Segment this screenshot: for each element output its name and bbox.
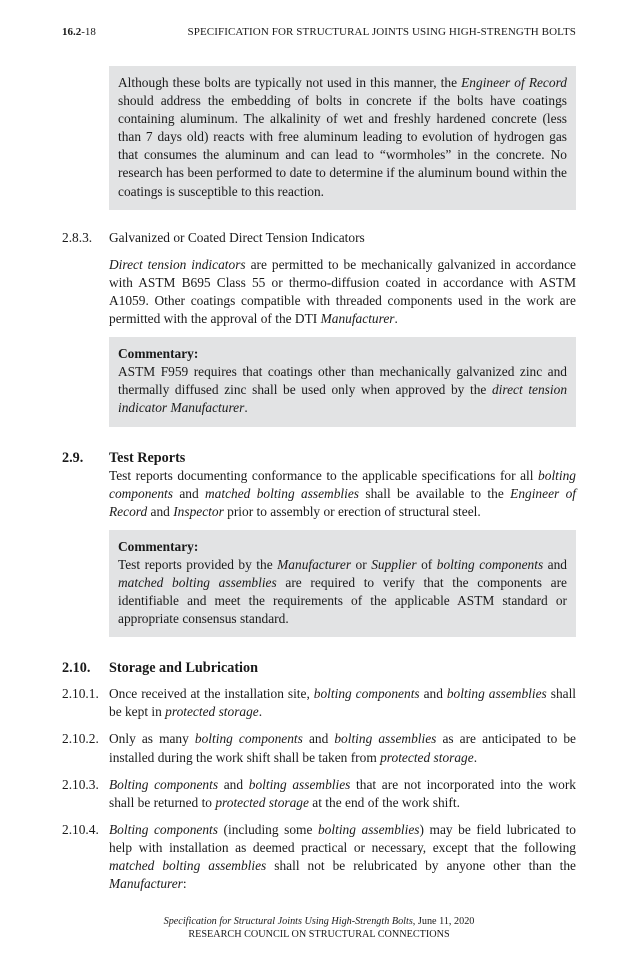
item-number: 2.10.4.	[62, 821, 99, 837]
section-2-10-heading	[62, 659, 576, 677]
running-title: SPECIFICATION FOR STRUCTURAL JOINTS USING HIGH-STRENGTH BOLTS	[187, 26, 576, 38]
item-text: Once received at the installation site, bolting components and bolting assemblies shall be kept in protected storage.	[109, 686, 577, 720]
page-number: 16.2-18	[62, 26, 96, 38]
item-number: 2.10.3.	[62, 776, 99, 792]
page-body	[62, 66, 576, 893]
item-number: 2.10.2.	[62, 731, 99, 747]
list-item	[62, 821, 576, 893]
item-text: Only as many bolting components and bolting assemblies as are anticipated to be installed during the work shift shall be taken from protected storage.	[109, 731, 576, 765]
footer-citation: Specification for Structural Joints Using High-Strength Bolts, June 11, 2020	[163, 916, 475, 927]
section-2-9-heading	[62, 449, 576, 467]
commentary-box-2-8-3	[109, 337, 576, 426]
section-2-8-3-paragraph: Direct tension indicators are permitted to be mechanically galvanized in accordance with ASTM B695 Class 55 or thermo-diffusion coated in accordance with ASTM A1059. Other coatings compatible with threaded components used in the work are permitted with the approval of the DTI Manufacturer.	[109, 256, 576, 327]
section-number: 2.10.	[62, 660, 91, 677]
commentary-text: Although these bolts are typically not used in this manner, the Engineer of Record should address the embedding of bolts in concrete if the bolts have coatings containing aluminum. The alkalinity of wet and freshly hardened concrete (less than 7 days old) reacts with free aluminum leading to evolution of hydrogen gas that consumes the aluminum and can lead to “wormholes” in the concrete. No research has been performed to date to determine if the aluminum bound within the coatings is susceptible to this reaction.	[118, 75, 567, 199]
page-footer	[62, 916, 576, 941]
section-title: Storage and Lubrication	[109, 660, 258, 677]
commentary-text: ASTM F959 requires that coatings other than mechanically galvanized zinc and thermally diffused zinc shall be used only when approved by the direct tension indicator Manufacturer.	[118, 364, 568, 416]
section-2-8-3-heading	[62, 229, 576, 247]
page-header	[62, 26, 576, 40]
section-2-9-paragraph: Test reports documenting conformance to the applicable specifications for all bolting components and matched bolting assemblies shall be available to the Engineer of Record and Inspector prior to assembly or erection of structural steel.	[109, 467, 576, 519]
section-title: Test Reports	[109, 449, 186, 466]
item-number: 2.10.1.	[62, 686, 99, 702]
commentary-text: Test reports provided by the Manufacturer or Supplier of bolting components and matched bolting assemblies are required to verify that the components are identifiable and meet the requirements of the applicable ASTM standard or appropriate consensus standard.	[118, 556, 568, 627]
item-text: Bolting components (including some bolting assemblies) may be field lubricated to help with installation as deemed practical or necessary, except that the following matched bolting assemblies shall not be relubricated by anyone other than the Manufacturer:	[109, 821, 576, 892]
section-title: Galvanized or Coated Direct Tension Indicators	[109, 229, 365, 245]
commentary-heading: Commentary:	[118, 538, 199, 554]
commentary-box-top	[109, 66, 576, 210]
list-item	[62, 730, 576, 766]
list-item	[62, 685, 576, 721]
section-number: 2.8.3.	[62, 229, 93, 245]
commentary-box-2-9	[109, 530, 576, 637]
section-number: 2.9.	[62, 449, 84, 466]
list-item	[62, 776, 576, 812]
item-text: Bolting components and bolting assemblies that are not incorporated into the work shall be returned to protected storage at the end of the work shift.	[109, 776, 576, 810]
footer-publisher: RESEARCH COUNCIL ON STRUCTURAL CONNECTIONS	[188, 928, 450, 940]
commentary-heading: Commentary:	[118, 346, 199, 362]
